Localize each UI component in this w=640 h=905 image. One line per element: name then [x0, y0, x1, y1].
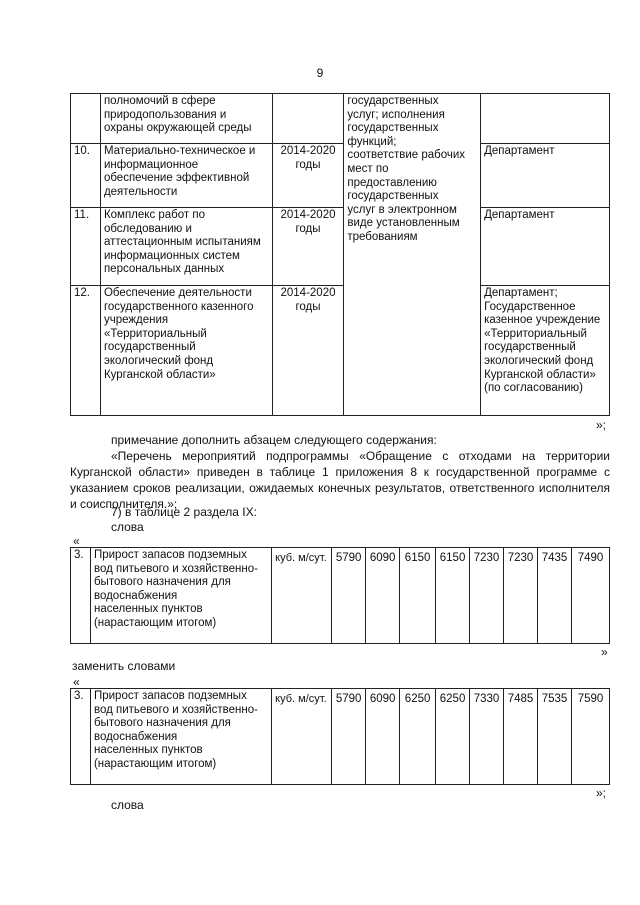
unit-cell: куб. м/сут.: [272, 548, 332, 644]
paragraph-replace: заменить словами: [72, 659, 176, 673]
new-values-table: [70, 688, 610, 785]
paragraph-note: примечание дополнить абзацем следующего содержания:: [111, 433, 437, 447]
num-cell: [71, 94, 101, 144]
value-cell: 6150: [436, 548, 470, 644]
opening-quote: «: [73, 675, 80, 689]
old-values-table: [70, 547, 610, 644]
paragraph-item-7: 7) в таблице 2 раздела IX:: [111, 505, 257, 519]
name-cell: полномочий в сфере природопользования и охраны окружающей среды: [100, 94, 272, 144]
num-cell: 12.: [71, 286, 101, 416]
closing-quote: »: [601, 645, 608, 659]
value-cell: 7490: [572, 548, 610, 644]
value-cell: 5790: [332, 689, 366, 785]
name-cell: Комплекс работ по обследованию и аттестационным испытаниям информационных систем персональных данных: [100, 208, 272, 286]
value-cell: 6090: [366, 548, 400, 644]
paragraph-words: слова: [111, 798, 144, 812]
activities-table: [70, 93, 610, 416]
exec-cell: Департамент; Государственное казенное учреждение «Территориальный государственный экологический фонд Курганской области» (по согласованию): [481, 286, 610, 416]
name-cell: Прирост запасов подземных вод питьевого и хозяйственно- бытового назначения для водоснабжения населенных пунктов (нарастающим итогом): [90, 548, 271, 644]
num-cell: 11.: [71, 208, 101, 286]
name-cell: Обеспечение деятельности государственного казенного учреждения «Территориальный государственный экологический фонд Курганской области»: [100, 286, 272, 416]
name-cell: Прирост запасов подземных вод питьевого и хозяйственно- бытового назначения для водоснабжения населенных пунктов (нарастающим итогом): [90, 689, 271, 785]
closing-quote: »;: [596, 418, 607, 432]
value-cell: 6090: [366, 689, 400, 785]
value-cell: 7330: [470, 689, 504, 785]
value-cell: 6150: [400, 548, 436, 644]
result-cell: государственных услуг; исполнения государственных функций; соответствие рабочих мест по предоставлению государственных услуг в электронном виде установленным требованиям: [344, 94, 481, 416]
table-row: [71, 94, 610, 144]
table-row: [71, 689, 610, 785]
value-cell: 5790: [332, 548, 366, 644]
value-cell: 6250: [436, 689, 470, 785]
closing-quote: »;: [596, 786, 607, 800]
paragraph-insert: «Перечень мероприятий подпрограммы «Обращение с отходами на территории Курганской области» приведен в таблице 1 приложения 8 к государственной программе с указанием сроков реализации, ожидаемых конечных результатов, ответственного исполнителя и соисполнителя.»;: [70, 449, 610, 511]
table-row: [71, 208, 610, 286]
years-cell: 2014-2020 годы: [272, 144, 344, 208]
table-row: [71, 286, 610, 416]
value-cell: 7590: [572, 689, 610, 785]
unit-cell: куб. м/сут.: [272, 689, 332, 785]
page-number: 9: [316, 66, 324, 80]
value-cell: 6250: [400, 689, 436, 785]
num-cell: 3.: [71, 548, 91, 644]
exec-cell: Департамент: [481, 208, 610, 286]
value-cell: 7485: [504, 689, 538, 785]
years-cell: 2014-2020 годы: [272, 286, 344, 416]
num-cell: 10.: [71, 144, 101, 208]
name-cell: Материально-техническое и информационное обеспечение эффективной деятельности: [100, 144, 272, 208]
exec-cell: Департамент: [481, 144, 610, 208]
table-row: [71, 548, 610, 644]
exec-cell: [481, 94, 610, 144]
value-cell: 7230: [470, 548, 504, 644]
value-cell: 7230: [504, 548, 538, 644]
value-cell: 7535: [538, 689, 572, 785]
years-cell: 2014-2020 годы: [272, 208, 344, 286]
num-cell: 3.: [71, 689, 91, 785]
paragraph-words: слова: [111, 520, 144, 534]
value-cell: 7435: [538, 548, 572, 644]
table-row: [71, 144, 610, 208]
opening-quote: «: [73, 534, 80, 548]
years-cell: [272, 94, 344, 144]
